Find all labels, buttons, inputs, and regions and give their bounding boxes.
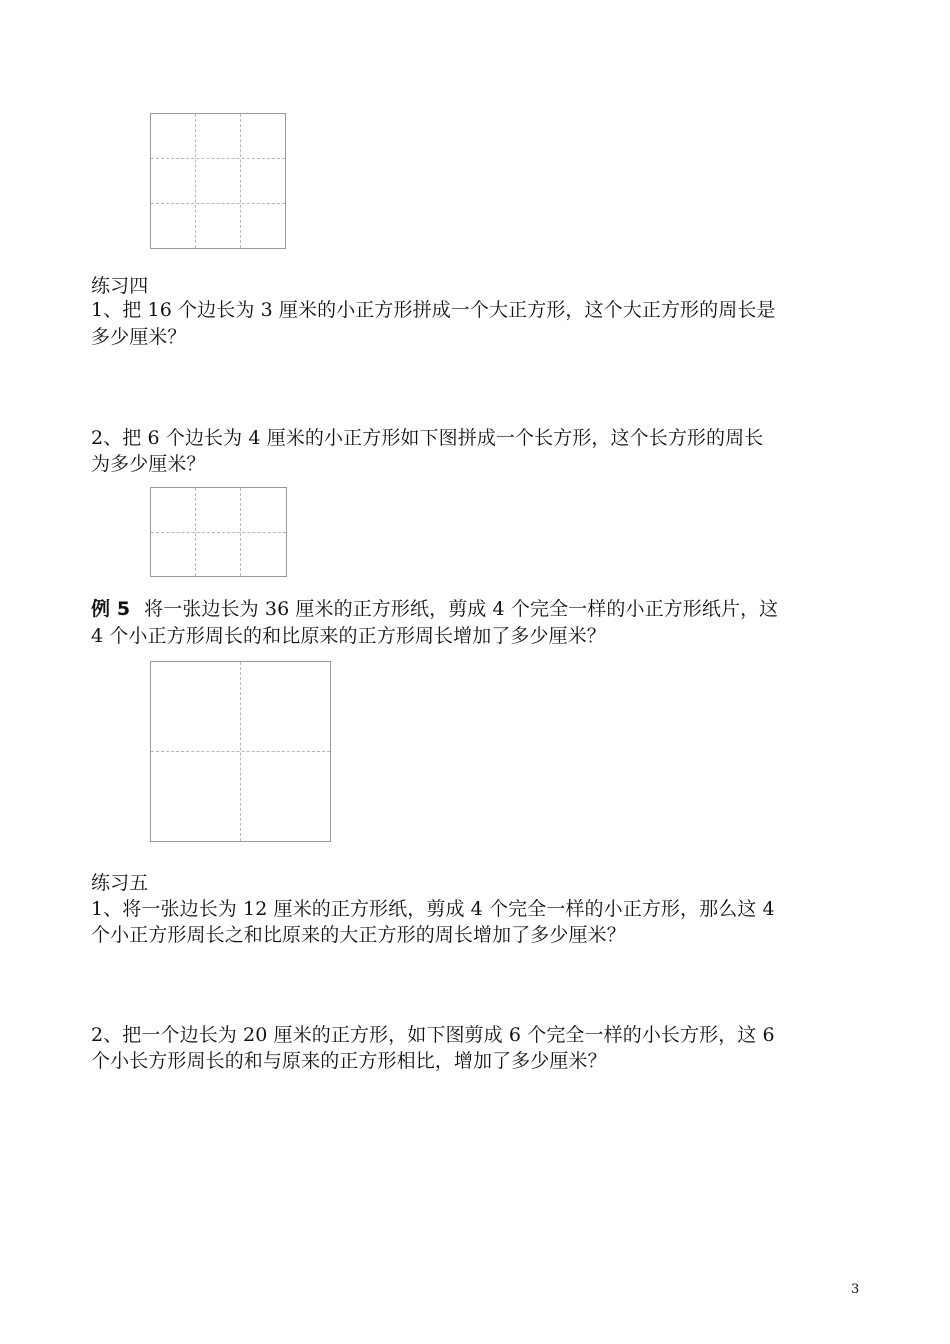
two-by-three-rectangle-figure: [150, 487, 287, 577]
exercise4-heading: 练习四: [91, 275, 149, 297]
exercise5-question2-line2: 个小长方形周长的和与原来的正方形相比，增加了多少厘米？: [91, 1050, 607, 1072]
three-by-three-grid-figure: [150, 113, 286, 249]
example5-line2: 4 个小正方形周长的和比原来的正方形周长增加了多少厘米？: [91, 625, 606, 647]
exercise5-heading: 练习五: [91, 872, 149, 894]
grid-divider: [151, 158, 285, 159]
page-number: 3: [851, 1282, 860, 1297]
grid-divider: [151, 751, 330, 752]
grid-divider: [151, 203, 285, 204]
example5-line1: [91, 598, 778, 620]
exercise5-question1-line1: 1、将一张边长为 12 厘米的正方形纸，剪成 4 个完全一样的小正方形，那么这 4: [91, 898, 775, 920]
exercise5-question2-line1: 2、把一个边长为 20 厘米的正方形，如下图剪成 6 个完全一样的小长方形，这 6: [91, 1024, 775, 1046]
exercise4-question1-line2: 多少厘米？: [91, 326, 187, 348]
exercise4-question2-line2: 为多少厘米？: [91, 453, 206, 475]
grid-divider: [195, 114, 196, 248]
exercise4-question2-line1: 2、把 6 个边长为 4 厘米的小正方形如下图拼成一个长方形，这个长方形的周长: [91, 427, 764, 449]
exercise5-question1-line2: 个小正方形周长之和比原来的大正方形的周长增加了多少厘米？: [91, 924, 626, 946]
example5-label: 例 5: [91, 598, 131, 620]
exercise4-question1-line1: 1、把 16 个边长为 3 厘米的小正方形拼成一个大正方形，这个大正方形的周长是: [91, 299, 776, 321]
grid-divider: [240, 114, 241, 248]
example5-text-line1: 将一张边长为 36 厘米的正方形纸，剪成 4 个完全一样的小正方形纸片，这: [144, 598, 779, 620]
grid-divider: [151, 532, 286, 533]
two-by-two-square-figure: [150, 661, 331, 842]
